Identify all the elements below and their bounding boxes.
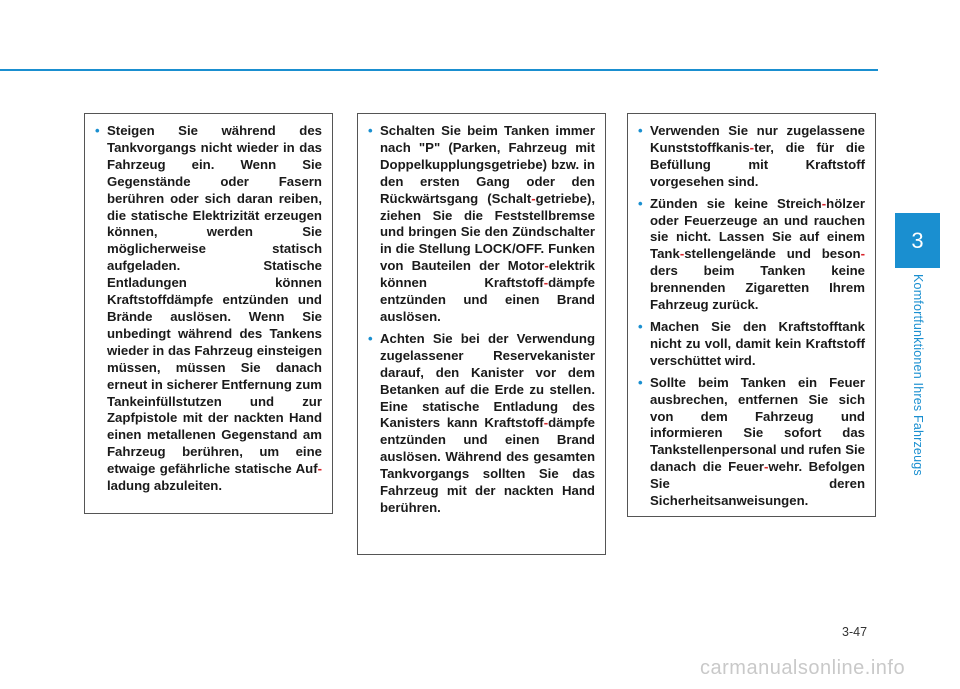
item-text: dämpfe entzünden und einen Brand auslösen. Während des gesamten Tankvorgangs sollten Sie das Fahrzeug mit der nackten Hand berühren. — [380, 415, 595, 515]
bullet-icon: • — [638, 195, 643, 211]
item-text: Sollte beim Tanken ein Feuer ausbrechen, entfernen Sie sich von dem Fahrzeug und informieren Sie sofort das Tankstellenpersonal und rufen Sie danach die Feuer — [650, 374, 865, 475]
item-text: getriebe), ziehen Sie die Feststellbremse und bringen Sie den Zündschalter in die Stellung LOCK/OFF. Funken von Bauteilen der Motor — [380, 190, 595, 274]
page-number: 3-47 — [842, 625, 868, 639]
item-text: ladung abzuleiten. — [107, 478, 223, 494]
list-item — [95, 123, 322, 495]
list-item — [638, 196, 865, 314]
warning-box-3 — [627, 113, 876, 517]
item-text: Zünden sie keine Streich — [650, 195, 822, 211]
warning-box-2 — [357, 113, 606, 555]
item-text: hölzer oder Feuerzeuge an und rauchen sie nicht. Lassen Sie auf einem Tank — [650, 195, 865, 262]
hyphen-mark: - — [764, 459, 769, 475]
hyphen-mark: - — [317, 461, 322, 477]
list-item — [368, 331, 595, 517]
hyphen-mark: - — [543, 415, 549, 431]
item-text: ter, die für die Befüllung mit Kraftstoff vorgesehen sind. — [650, 139, 865, 189]
bullet-icon: • — [95, 123, 100, 138]
item-text: Steigen Sie während des Tankvorgangs nicht wieder in das Fahrzeug ein. Wenn Sie Gegenstände oder Fasern berühren oder sich daran reiben, die statische Elektrizität erzeugen können, werden Sie möglicherweise statisch aufgeladen. Statische Entladungen können Kraftstoffdämpfe entzünden und Brände auslösen. Wenn Sie unbedingt während des Tankens wieder in das Fahrzeug einsteigen müssen, müssen Sie danach erneut in sicherer Entfernung zum Tankeinfüllstutzen und zur Zapfpistole mit der nackten Hand einen metallenen Gegenstand am Fahrzeug berühren, um eine etwaige gefährliche statische Auf — [107, 123, 322, 477]
hyphen-mark: - — [543, 275, 549, 291]
item-text: elektrik können Kraftstoff — [380, 258, 595, 291]
item-text: Verwenden Sie nur zugelassene Kunststoffkanis — [650, 123, 865, 155]
item-text: stellengelände und beson — [684, 246, 861, 262]
bullet-icon: • — [638, 318, 643, 334]
hyphen-mark: - — [749, 139, 755, 155]
chapter-number: 3 — [911, 228, 924, 253]
item-text: wehr. Befolgen Sie deren Sicherheitsanweisungen. — [650, 459, 865, 509]
list-item — [638, 123, 865, 191]
bullet-icon: • — [368, 330, 373, 346]
bullet-icon: • — [368, 123, 373, 138]
list-item — [368, 123, 595, 326]
hyphen-mark: - — [860, 246, 865, 262]
item-text: dämpfe entzünden und einen Brand auslösen. — [380, 275, 595, 324]
item-text: ders beim Tanken keine brennenden Zigaretten Ihrem Fahrzeug zurück. — [650, 263, 865, 313]
bullet-icon: • — [638, 374, 643, 390]
watermark: carmanualsonline.info — [700, 657, 906, 679]
list-item — [638, 319, 865, 370]
hyphen-mark: - — [821, 195, 827, 211]
hyphen-mark: - — [679, 246, 685, 262]
item-text: Machen Sie den Kraftstofftank nicht zu voll, damit kein Kraftstoff verschüttet wird. — [650, 318, 865, 368]
bullet-icon: • — [638, 123, 643, 138]
item-text: Achten Sie bei der Verwendung zugelassener Reservekanister darauf, den Kanister vor dem Betanken auf die Erde zu stellen. Eine statische Entladung des Kanisters kann Kraftstoff — [380, 330, 595, 431]
hyphen-mark: - — [531, 190, 536, 206]
chapter-title: Komfortfunktionen Ihres Fahrzeugs — [911, 274, 925, 476]
item-text: Schalten Sie beim Tanken immer nach "P" (Parken, Fahrzeug mit Doppelkupplungsgetriebe) bzw. in den ersten Gang oder den Rückwärtsgang (Schalt — [380, 123, 595, 206]
hyphen-mark: - — [544, 258, 549, 274]
header-rule — [0, 69, 878, 71]
chapter-number-tab — [895, 213, 940, 268]
warning-box-1 — [84, 113, 333, 514]
list-item — [638, 375, 865, 510]
